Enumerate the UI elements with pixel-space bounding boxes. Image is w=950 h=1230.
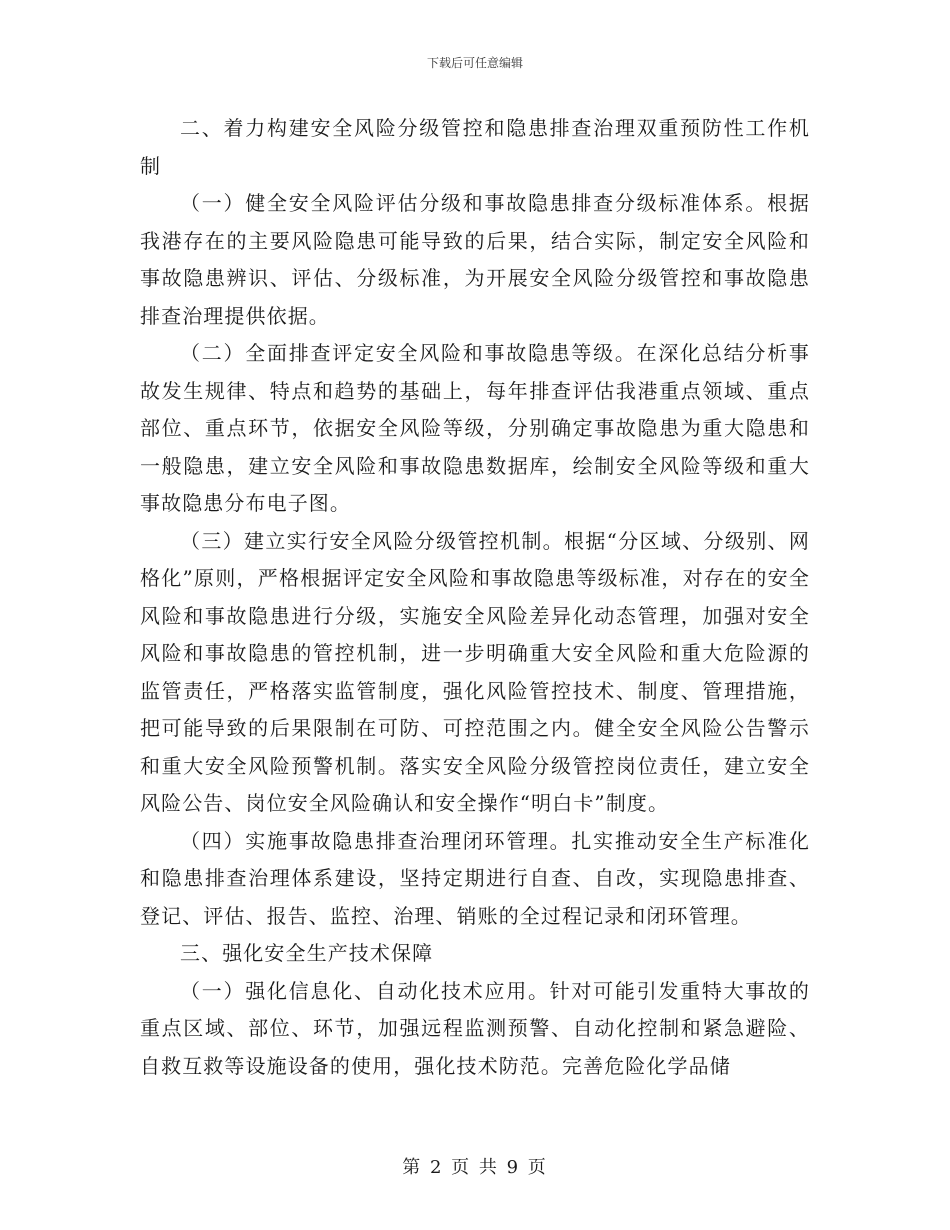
section-heading-2: 二、着力构建安全风险分级管控和隐患排查治理双重预防性工作机制 [140,116,810,178]
paragraph-3-1: （一）强化信息化、自动化技术应用。针对可能引发重特大事故的重点区域、部位、环节，加强远程监测预警、自动化控制和紧急避险、自救互救等设施设备的使用，强化技术防范。完善危险化学品储 [140,978,810,1078]
page-number-footer: 第 2 页 共 9 页 [402,1157,548,1178]
page-header: 下载后可任意编辑 [426,56,523,70]
paragraph-2-4: （四）实施事故隐患排查治理闭环管理。扎实推动安全生产标准化和隐患排查治理体系建设，坚持定期进行自查、自改，实现隐患排查、登记、评估、报告、监控、治理、销账的全过程记录和闭环管理。 [140,828,810,928]
paragraph-2-1: （一）健全安全风险评估分级和事故隐患排查分级标准体系。根据我港存在的主要风险隐患可能导致的后果，结合实际，制定安全风险和事故隐患辨识、评估、分级标准，为开展安全风险分级管控和事故隐患排查治理提供依据。 [140,191,810,328]
section-heading-3: 三、强化安全生产技术保障 [180,941,434,965]
paragraph-2-2: （二）全面排查评定安全风险和事故隐患等级。在深化总结分析事故发生规律、特点和趋势的基础上，每年排查评估我港重点领域、重点部位、重点环节，依据安全风险等级，分别确定事故隐患为重大隐患和一般隐患，建立安全风险和事故隐患数据库，绘制安全风险等级和重大事故隐患分布电子图。 [140,341,810,515]
document-body [140,110,810,1085]
paragraph-2-3: （三）建立实行安全风险分级管控机制。根据“分区域、分级别、网格化”原则，严格根据评定安全风险和事故隐患等级标准，对存在的安全风险和事故隐患进行分级，实施安全风险差异化动态管理，加强对安全风险和事故隐患的管控机制，进一步明确重大安全风险和重大危险源的监管责任，严格落实监管制度，强化风险管控技术、制度、管理措施，把可能导致的后果限制在可防、可控范围之内。健全安全风险公告警示和重大安全风险预警机制。落实安全风险分级管控岗位责任，建立安全风险公告、岗位安全风险确认和安全操作“明白卡”制度。 [140,528,810,815]
